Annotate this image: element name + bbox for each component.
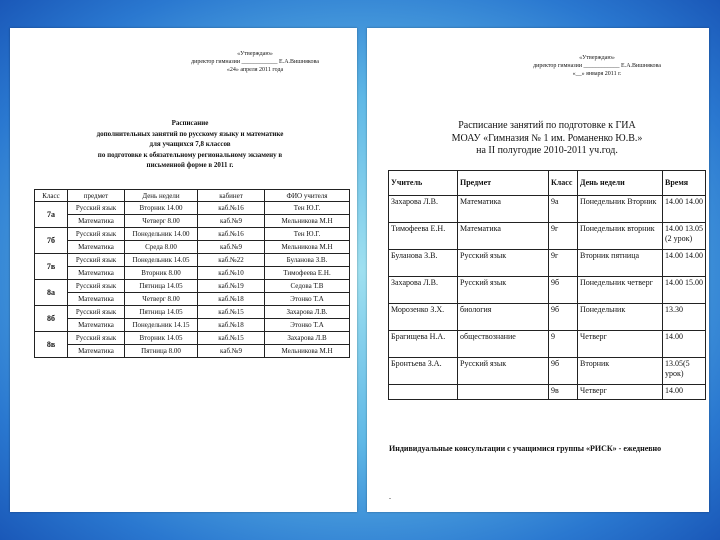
- table-row: [35, 267, 350, 280]
- right-title: [407, 120, 687, 158]
- table-cell: 14.00 14.00: [663, 196, 706, 223]
- table-cell: 13.30: [663, 304, 706, 331]
- table-cell: Вторник 8.00: [125, 267, 198, 280]
- table-cell: Четверг: [578, 331, 663, 358]
- table-cell: [458, 385, 549, 400]
- table-row: [35, 306, 350, 319]
- approve-line: директор гимназии ____________ Е.А.Вишнякова: [533, 63, 661, 69]
- right-document: [367, 28, 709, 512]
- table-cell: Русский язык: [68, 254, 125, 267]
- table-cell: Русский язык: [68, 280, 125, 293]
- class-cell: 7б: [35, 228, 68, 254]
- table-cell: Захарова Л.В.: [389, 277, 458, 304]
- table-cell: Математика: [68, 319, 125, 332]
- table-cell: каб.№22: [198, 254, 265, 267]
- table-cell: Понедельник Вторник: [578, 196, 663, 223]
- trailing-mark: .: [389, 492, 391, 501]
- table-cell: Четверг 8.00: [125, 293, 198, 306]
- header-cell: кабинет: [198, 190, 265, 202]
- table-cell: Этонко Т.А: [265, 319, 350, 332]
- table-cell: Математика: [458, 223, 549, 250]
- right-approval-block: [497, 54, 697, 78]
- table-cell: 9б: [549, 277, 578, 304]
- title-line: для учащихся 7,8 классов: [149, 140, 231, 148]
- table-row: [389, 358, 706, 385]
- right-schedule-table: [388, 170, 706, 400]
- table-cell: Пятница 14.05: [125, 306, 198, 319]
- left-schedule-table: [34, 189, 350, 358]
- table-cell: 14.00: [663, 385, 706, 400]
- table-header-row: [35, 190, 350, 202]
- table-cell: каб.№16: [198, 202, 265, 215]
- table-cell: Понедельник 14.00: [125, 228, 198, 241]
- table-cell: каб.№18: [198, 293, 265, 306]
- table-cell: Математика: [68, 293, 125, 306]
- table-cell: Пятница 14.05: [125, 280, 198, 293]
- table-cell: Русский язык: [458, 277, 549, 304]
- table-row: [389, 277, 706, 304]
- table-cell: Математика: [68, 241, 125, 254]
- table-cell: Мельникова М.Н: [265, 241, 350, 254]
- table-row: [35, 215, 350, 228]
- table-cell: Русский язык: [68, 202, 125, 215]
- table-cell: Четверг 8.00: [125, 215, 198, 228]
- approve-line: «__» января 2011 г.: [572, 71, 622, 77]
- table-cell: обществознание: [458, 331, 549, 358]
- table-cell: каб.№15: [198, 306, 265, 319]
- table-row: [389, 385, 706, 400]
- left-title: [40, 118, 340, 171]
- header-cell: Предмет: [458, 171, 549, 196]
- table-header-row: [389, 171, 706, 196]
- table-cell: 9г: [549, 250, 578, 277]
- consultation-note: Индивидуальные консультации с учащимися группы «РИСК» - ежедневно: [389, 444, 662, 453]
- table-cell: Буланова З.В.: [389, 250, 458, 277]
- header-cell: предмет: [68, 190, 125, 202]
- table-row: [35, 319, 350, 332]
- table-cell: Вторник 14.05: [125, 332, 198, 345]
- table-cell: [389, 385, 458, 400]
- title-line: дополнительных занятий по русскому языку и математике: [96, 129, 284, 138]
- table-cell: Четверг: [578, 385, 663, 400]
- table-cell: Понедельник 14.15: [125, 319, 198, 332]
- table-cell: каб.№18: [198, 319, 265, 332]
- table-row: [35, 345, 350, 358]
- table-cell: Математика: [68, 215, 125, 228]
- table-cell: 9б: [549, 358, 578, 385]
- left-approval-block: [160, 50, 350, 74]
- table-cell: 9а: [549, 196, 578, 223]
- table-row: [35, 254, 350, 267]
- table-cell: каб.№9: [198, 345, 265, 358]
- table-cell: Тен Ю.Г.: [265, 228, 350, 241]
- table-cell: Пятница 8.00: [125, 345, 198, 358]
- class-cell: 8в: [35, 332, 68, 358]
- table-cell: Седова Т.В: [265, 280, 350, 293]
- table-row: [389, 250, 706, 277]
- header-cell: Класс: [35, 190, 68, 202]
- table-cell: каб.№15: [198, 332, 265, 345]
- table-cell: 9г: [549, 223, 578, 250]
- class-cell: 7в: [35, 254, 68, 280]
- table-cell: Вторник 14.00: [125, 202, 198, 215]
- table-cell: Морозенко З.Х.: [389, 304, 458, 331]
- approve-line: директор гимназии ____________ Е.А.Вишнякова: [191, 59, 319, 65]
- table-cell: Мельникова М.Н: [265, 215, 350, 228]
- left-document: [10, 28, 357, 512]
- title-line: МОАУ «Гимназия № 1 им. Романенко Ю.В.»: [451, 132, 643, 144]
- table-cell: Понедельник: [578, 304, 663, 331]
- table-cell: 9в: [549, 385, 578, 400]
- table-row: [389, 304, 706, 331]
- table-cell: Буланова З.В.: [265, 254, 350, 267]
- table-row: [389, 223, 706, 250]
- table-row: [389, 196, 706, 223]
- table-row: [35, 202, 350, 215]
- table-cell: Русский язык: [458, 358, 549, 385]
- table-cell: Бронтьева З.А.: [389, 358, 458, 385]
- approve-line: «Утверждаю»: [237, 51, 273, 57]
- table-cell: Брагищева Н.А.: [389, 331, 458, 358]
- table-cell: 14.00 13.05 (2 урок): [663, 223, 706, 250]
- title-line: письменной форме в 2011 г.: [146, 161, 234, 169]
- table-cell: Русский язык: [458, 250, 549, 277]
- table-cell: Захарова Л.В: [265, 332, 350, 345]
- table-cell: 13.05(5 урок): [663, 358, 706, 385]
- table-cell: Понедельник 14.05: [125, 254, 198, 267]
- class-cell: 8а: [35, 280, 68, 306]
- table-row: [35, 293, 350, 306]
- table-cell: 9б: [549, 304, 578, 331]
- approve-line: «Утверждаю»: [579, 55, 615, 61]
- class-cell: 7а: [35, 202, 68, 228]
- table-cell: Русский язык: [68, 332, 125, 345]
- table-cell: Среда 8.00: [125, 241, 198, 254]
- table-cell: каб.№16: [198, 228, 265, 241]
- class-cell: 8б: [35, 306, 68, 332]
- table-cell: Тен Ю.Г.: [265, 202, 350, 215]
- table-cell: 9: [549, 331, 578, 358]
- table-cell: Понедельник вторник: [578, 223, 663, 250]
- table-cell: 14.00: [663, 331, 706, 358]
- table-cell: биология: [458, 304, 549, 331]
- table-cell: каб.№19: [198, 280, 265, 293]
- table-cell: Математика: [68, 345, 125, 358]
- table-row: [35, 228, 350, 241]
- table-cell: каб.№10: [198, 267, 265, 280]
- title-line: по подготовке к обязательному региональному экзамену в: [97, 150, 283, 159]
- title-line: Расписание занятий по подготовке к ГИА: [458, 120, 636, 131]
- table-cell: Тимофеева Е.Н.: [389, 223, 458, 250]
- table-row: [389, 331, 706, 358]
- table-cell: каб.№9: [198, 215, 265, 228]
- table-cell: Этонко Т.А: [265, 293, 350, 306]
- table-row: [35, 241, 350, 254]
- header-cell: День недели: [125, 190, 198, 202]
- header-cell: Класс: [549, 171, 578, 196]
- table-cell: Вторник: [578, 358, 663, 385]
- header-cell: Учитель: [389, 171, 458, 196]
- table-cell: Математика: [458, 196, 549, 223]
- table-row: [35, 332, 350, 345]
- header-cell: День недели: [578, 171, 663, 196]
- table-cell: Понедельник четверг: [578, 277, 663, 304]
- table-cell: Русский язык: [68, 228, 125, 241]
- table-cell: Захарова Л.В.: [389, 196, 458, 223]
- table-cell: 14.00 15.00: [663, 277, 706, 304]
- table-cell: Захарова Л.В.: [265, 306, 350, 319]
- table-cell: Тимофеева Е.Н.: [265, 267, 350, 280]
- title-line: на II полугодие 2010-2011 уч.год.: [476, 145, 618, 156]
- header-cell: Время: [663, 171, 706, 196]
- table-cell: Математика: [68, 267, 125, 280]
- title-line: Расписание: [171, 119, 209, 127]
- table-cell: Русский язык: [68, 306, 125, 319]
- table-cell: каб.№9: [198, 241, 265, 254]
- table-cell: Вторник пятница: [578, 250, 663, 277]
- table-row: [35, 280, 350, 293]
- header-cell: ФИО учителя: [265, 190, 350, 202]
- table-cell: Мельникова М.Н: [265, 345, 350, 358]
- table-cell: 14.00 14.00: [663, 250, 706, 277]
- approve-line: «24» апреля 2011 года: [226, 67, 284, 73]
